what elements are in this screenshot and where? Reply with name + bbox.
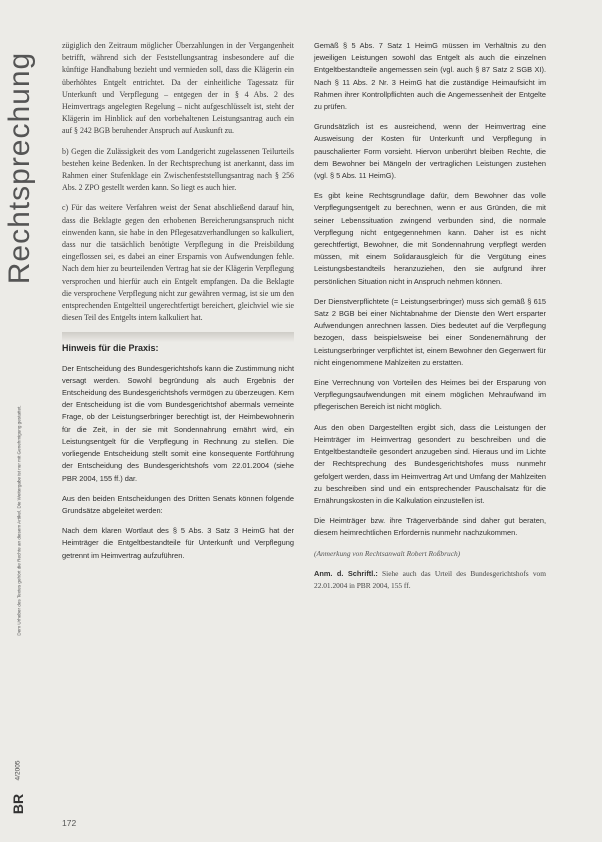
right-column (314, 40, 546, 600)
praxis-paragraph-3: Nach dem klaren Wortlaut des § 5 Abs. 3 Satz 3 HeimG hat der Heimträger die Entgeltbestandteile für Unterkunft und Verpflegung getrennt im Heimvertrag aufzuführen. (62, 526, 294, 560)
page-number: 172 (62, 818, 77, 828)
side-credit-text: Dem Urheber des Textes gehört die Rechte an diesem Artikel. Die Weitergabe ist nur mit Genehmigung gestattet. (16, 404, 22, 636)
page-sidebar (0, 0, 40, 842)
journal-block (8, 748, 32, 816)
praxis-paragraph-1: Der Entscheidung des Bundesgerichtshofs kann die Zustimmung nicht versagt werden. Sowohl begründung als auch Ergebnis der Entscheidung des Bundesgerichtshofs vermögen zu überzeugen. Kern der Entscheidung ist die vom Bundesgerichtshof abermals verneinte Frage, ob der Leistungserbringer berechtigt ist, der Heimbewohnerin für die Zeit, in der sie mit Sondennahrung ernährt wird, ein Leistungsentgelt für die Verpflegung in Rechnung zu stellen. Die vorliegende Entscheidung stellt somit eine konsequente Fortführung der Entscheidung des Bundesgerichtshofs vom 22.01.2004 (siehe PBR 2004, 155 ff.) dar. (62, 363, 294, 483)
journal-logo-text: BR (10, 793, 27, 815)
journal-logo (8, 794, 28, 814)
right-paragraph-4: Der Dienstverpflichtete (= Leistungserbringer) muss sich gemäß § 615 Satz 2 BGB bei einer Nichtabnahme der Dienste den Wert ersparter Aufwendungen anrechnen lassen. Dies bedeutet auf die Verpflegung bezogen, dass beispielsweise bei einer Sondenernährung der Leistungserbringer verpflichtet ist, einem Bewohner den Gegenwert für nicht eingenommene Mahlzeiten zu erstatten. (314, 296, 546, 367)
issue-reference-text: 4/2005 (14, 760, 22, 780)
left-column (62, 40, 294, 570)
praxis-box (62, 332, 294, 561)
right-paragraph-7: Die Heimträger bzw. ihre Trägerverbände sind daher gut beraten, diesem heimrechtlichen Erfordernis nunmehr nachzukommen. (314, 516, 546, 538)
annotation-text: Siehe auch das Urteil des Bundesgerichtshofs vom 22.01.2004 in PBR 2004, 155 ff. (314, 568, 546, 590)
left-paragraph-2: b) Gegen die Zulässigkeit des vom Landgericht zugelassenen Teilurteils bestehen keine Bedenken. In der Rechtsprechung ist anerkannt, dass im Rahmen einer Stufenklage ein Zwischenfeststellungsantrag nach § 256 Abs. 2 ZPO gestellt werden kann. So liegt es auch hier. (62, 146, 294, 193)
left-paragraph-3: c) Für das weitere Verfahren weist der Senat abschließend darauf hin, dass die Beklagte gegen den erhobenen Bereicherungsanspruch nicht einwenden kann, sie habe in den Pflegesatzverhandlungen so kalkuliert, dass nur die tatsächlich benötigte Verpflegung in die Preisbildung eingeflossen sei, es dabei an einer Ersparnis von Aufwendungen fehle. Nach dem hier zu beurteilenden Vertrag hat sie der Klägerin Verpflegung versprochen und hierfür auch ein Entgelt empfangen. Da die Beklagte die versprochene Verpflegung nicht zur gewähren vermag, ist sie um den entsprechenden Entgeltteil ungerechtfertigt bereichert, gleichviel wie sie diesen Teil des Entgelts intern kalkuliert hat. (62, 203, 294, 323)
author-note: (Anmerkung von Rechtsanwalt Robert Roßbruch) (314, 548, 461, 558)
section-title-text: Rechtsprechung (3, 51, 36, 285)
praxis-paragraph-2: Aus den beiden Entscheidungen des Dritten Senats können folgende Grundsätze abgeleitet werden: (62, 493, 294, 515)
left-paragraph-1: zügiglich den Zeitraum möglicher Überzahlungen in der Vergangenheit betrifft, während sich der Feststellungsantrag insbesondere auf die künftige Handhabung bezieht und vermieden soll, dass die Klägerin ein überhöhtes Entgelt entrichtet. Da der einheitliche Tagessatz für Unterkunft und Verpflegung – entgegen der in § 4 Abs. 2 des Heimvertrags angelegten Regelung – nicht aufgeschlüsselt ist, steht der Klägerin im Hinblick auf den vorbehaltenen Leistungsantrag auch ein auf § 242 BGB beruhender Anspruch auf Auskunft zu. (62, 41, 294, 136)
right-paragraph-5: Eine Verrechnung von Vorteilen des Heimes bei der Ersparung von Verpflegungsaufwendungen mit einem möglichen Mehraufwand im pflegerischen Bereich ist nicht möglich. (314, 378, 546, 412)
right-paragraph-3: Es gibt keine Rechtsgrundlage dafür, dem Bewohner das volle Verpflegungsentgelt zu berechnen, wenn er aus Gründen, die mit seiner Lebenssituation zwingend verbunden sind, die normale Verpflegung nicht entgegennehmen kann. Daher ist es nicht gerechtfertigt, Bewohner, die mit Sondennahrung verpflegt werden müssen, mit einem Solidarausgleich für die Vergütung eines Leistungsbestandteils heranzuziehen, den sie aufgrund ihrer persönlichen Situation nicht in Anspruch nehmen können. (314, 191, 546, 286)
right-paragraph-6: Aus den oben Dargestellten ergibt sich, dass die Leistungen der Heimträger im Heimvertrag gesondert zu beschreiben und die Entgeltbestandteile gesondert anzugeben sind. Hieraus und im Lichte der Rechtsprechung des Bundesgerichtshofes muss nunmehr gefolgert werden, dass im Heimvertrag Art und Umfang der Mahlzeiten zu beschreiben sind und ein entsprechender Pauschalsatz für die Ernährungskosten in die Kalkulation einzustellen ist. (314, 422, 546, 505)
editor-annotation (314, 568, 546, 592)
right-paragraph-1: Gemäß § 5 Abs. 7 Satz 1 HeimG müssen im Verhältnis zu den jeweiligen Leistungen sowohl das Entgelt als auch die einzelnen Entgeltbestandteile angemessen sein (vgl. auch § 87 Satz 2 SGB XI). Nach § 11 Abs. 2 Nr. 3 HeimG hat die zuständige Heimaufsicht im Rahmen ihrer Kontrollpflichten auch die Angemessenheit der Entgelte zu prüfen. (314, 41, 546, 112)
section-title (2, 48, 38, 288)
praxis-heading: Hinweis für die Praxis: (62, 343, 159, 354)
annotation-lead: Anm. d. Schriftl.: (314, 568, 378, 578)
issue-reference (8, 748, 28, 792)
side-credit (10, 300, 28, 740)
right-paragraph-2: Grundsätzlich ist es ausreichend, wenn der Heimvertrag eine Ausweisung der Kosten für Unterkunft und Verpflegung in pauschalierter Form vorsieht. Hiervon unberührt bleiben Rechte, die dem Bewohner bei Mängeln der vertraglichen Leistungen zustehen (vgl. § 5 Abs. 11 HeimG). (314, 122, 546, 181)
